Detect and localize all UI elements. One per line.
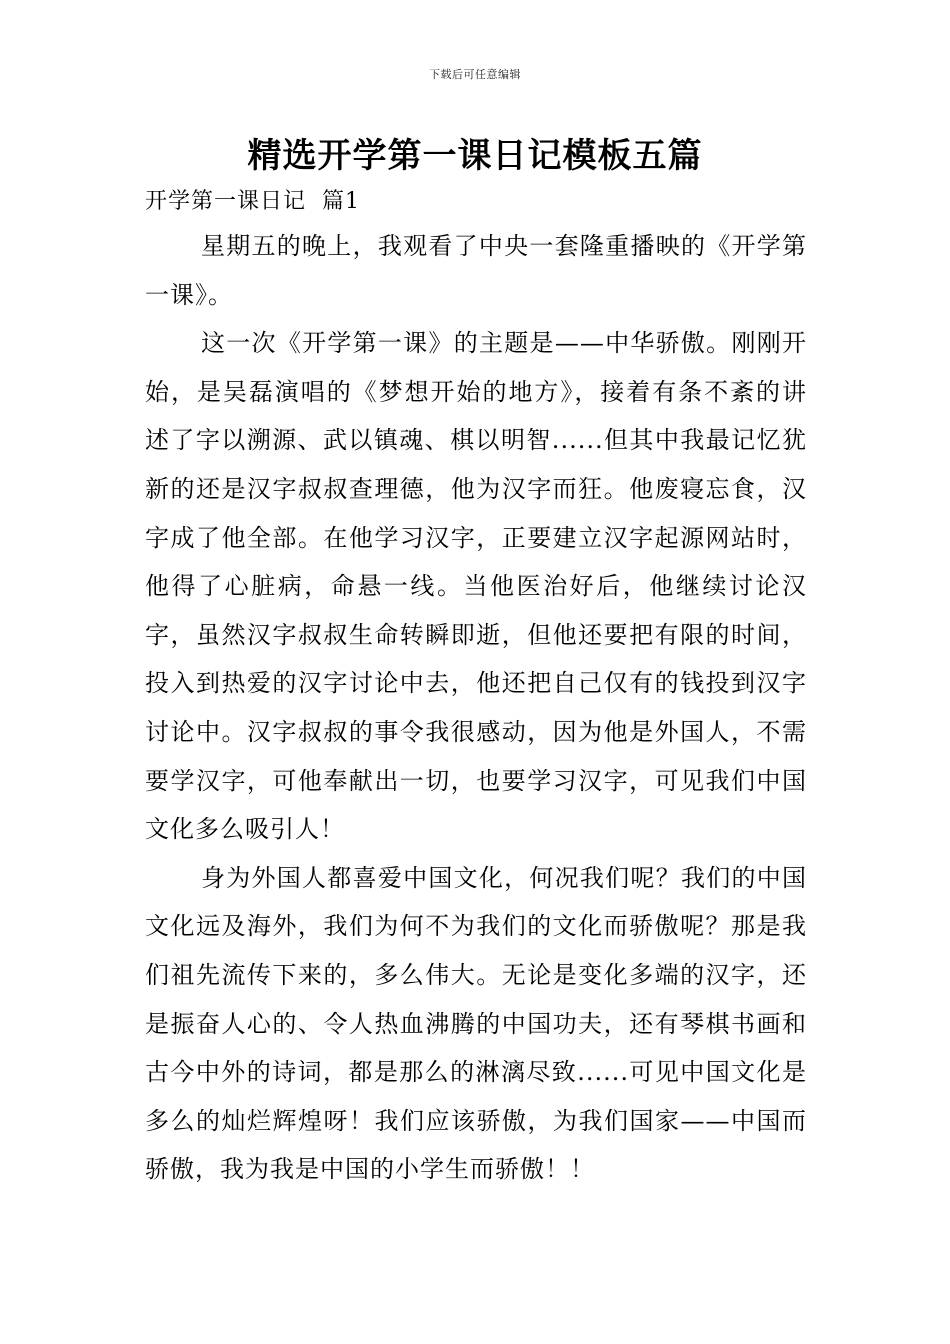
- document-body: [145, 222, 807, 1194]
- paragraph: 身为外国人都喜爱中国文化，何况我们呢？我们的中国文化远及海外，我们为何不为我们的文化而骄傲呢？那是我们祖先流传下来的，多么伟大。无论是变化多端的汉字，还是振奋人心的、令人热血沸腾的中国功夫，还有琴棋书画和古今中外的诗词，都是那么的淋漓尽致......可见中国文化是多么的灿烂辉煌呀！我们应该骄傲，为我们国家——中国而骄傲，我为我是中国的小学生而骄傲！！: [145, 863, 807, 1184]
- header-note: 下载后可任意编辑: [429, 68, 521, 81]
- document-title: 精选开学第一课日记模板五篇: [247, 136, 703, 176]
- paragraph: 星期五的晚上，我观看了中央一套隆重播映的《开学第一课》。: [145, 232, 807, 309]
- section-heading: 开学第一课日记 篇1: [145, 189, 360, 214]
- paragraph: 这一次《开学第一课》的主题是——中华骄傲。刚刚开始，是吴磊演唱的《梦想开始的地方》，接着有条不紊的讲述了字以溯源、武以镇魂、棋以明智......但其中我最记忆犹新的还是汉字叔叔查理德，他为汉字而狂。他废寝忘食，汉字成了他全部。在他学习汉字，正要建立汉字起源网站时，他得了心脏病，命悬一线。当他医治好后，他继续讨论汉字，虽然汉字叔叔生命转瞬即逝，但他还要把有限的时间，投入到热爱的汉字讨论中去，他还把自己仅有的钱投到汉字讨论中。汉字叔叔的事令我很感动，因为他是外国人，不需要学汉字，可他奉献出一切，也要学习汉字，可见我们中国文化多么吸引人！: [145, 329, 807, 844]
